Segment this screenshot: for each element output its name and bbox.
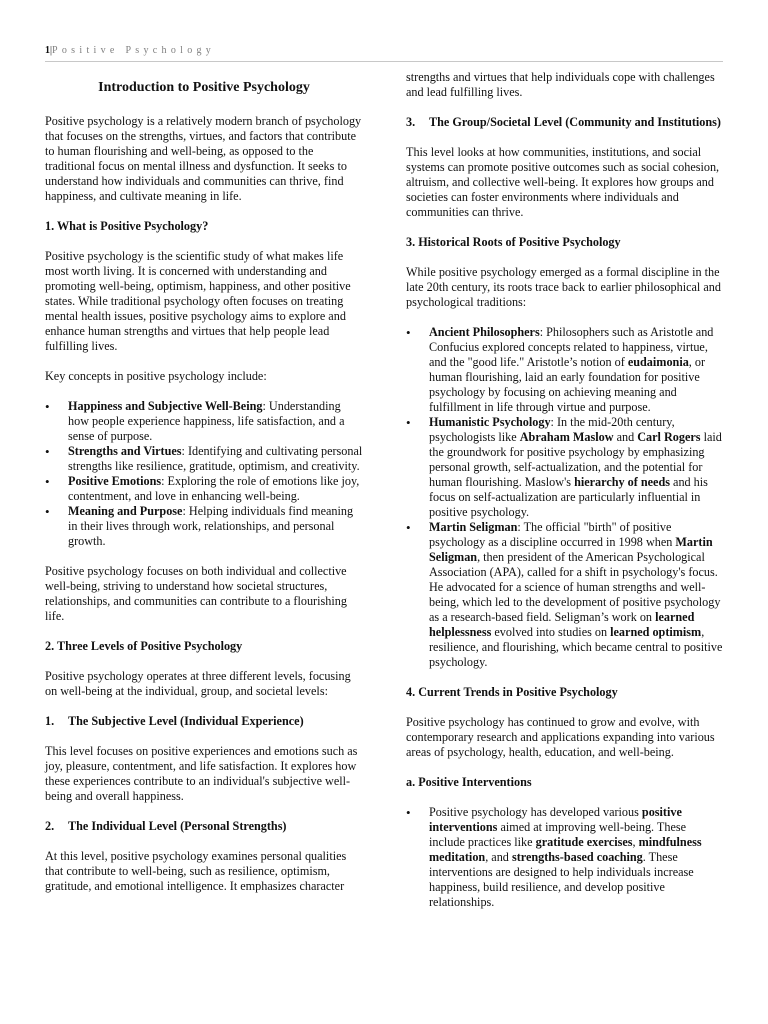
key-concepts-list (45, 399, 363, 549)
continued-paragraph: strengths and virtues that help individuals cope with challenges and lead fulfilling lives. (406, 70, 715, 99)
document-title: Introduction to Positive Psychology (98, 80, 310, 95)
section-heading-current-trends: 4. Current Trends in Positive Psychology (406, 685, 618, 699)
section-heading-historical-roots: 3. Historical Roots of Positive Psychology (406, 235, 621, 249)
intro-paragraph: Positive psychology is a relatively modern branch of psychology that focuses on the strengths, virtues, and factors that contribute to human flourishing and well-being, as opposed to the traditional focus on mental illness and dysfunction. It seeks to understand how individuals and communities can thrive, find happiness, and cultivate meaning in life. (45, 114, 362, 203)
list-item: • Positive psychology has developed various positive interventions aimed at improving well-being. These include practices like gratitude exercises, mindfulness meditation, and strengths-based coaching. These interventions are designed to help individuals increase happiness, build resilience, and develop positive relationships. (406, 805, 724, 910)
level-heading-subjective: 1. The Subjective Level (Individual Experience) (45, 714, 304, 728)
historical-roots-paragraph: While positive psychology emerged as a formal discipline in the late 20th century, its roots trace back to earlier philosophical and psychological traditions: (406, 265, 721, 309)
header-separator: | (50, 45, 53, 56)
running-title: Positive Psychology (52, 45, 216, 56)
subsection-heading-interventions: a. Positive Interventions (406, 775, 532, 789)
page-header (45, 45, 723, 62)
interventions-list (406, 805, 724, 910)
section-heading-what-is: 1. What is Positive Psychology? (45, 219, 209, 233)
list-item: • Happiness and Subjective Well-Being: Understanding how people experience happiness, life satisfaction, and a sense of purpose. (45, 399, 363, 444)
page-number: 1 (45, 45, 50, 56)
collective-wellbeing-paragraph: Positive psychology focuses on both individual and collective well-being, striving to understand how societal structures, relationships, and communities can contribute to a flourishing life. (45, 564, 347, 623)
list-item: • Ancient Philosophers: Philosophers such as Aristotle and Confucius explored concepts related to happiness, virtue, and the "good life." Aristotle’s notion of eudaimonia, or human flourishing, laid an early foundation for positive psychology by focusing on achieving meaning and fulfillment in life through virtue and purpose. (406, 325, 724, 415)
left-column (45, 70, 363, 909)
list-item: • Strengths and Virtues: Identifying and cultivating personal strengths like resilience, gratitude, optimism, and creativity. (45, 444, 363, 474)
individual-level-paragraph: At this level, positive psychology examines personal qualities that contribute to well-being, such as resilience, optimism, gratitude, and emotional intelligence. It emphasizes character (45, 849, 347, 893)
list-item: • Martin Seligman: The official "birth" of positive psychology as a discipline occurred in 1998 when Martin Seligman, then president of the American Psychological Association (APA), called for a shift in psychology's focus. He advocated for a science of human strengths and well-being, which led to the development of positive psychology as a research-based field. Seligman’s work on learned helplessness evolved into studies on learned optimism, resilience, and flourishing, which became central to positive psychology. (406, 520, 724, 670)
group-level-paragraph: This level looks at how communities, institutions, and social systems can promote positive outcomes such as social cohesion, altruism, and collective well-being. It explores how groups and societies can foster environments where individuals and communities can thrive. (406, 145, 720, 219)
list-item: • Positive Emotions: Exploring the role of emotions like joy, contentment, and love in enhancing well-being. (45, 474, 363, 504)
definition-paragraph: Positive psychology is the scientific study of what makes life most worth living. It is concerned with understanding and promoting well-being, optimism, happiness, and other positive states. While traditional psychology often focuses on treating mental health issues, positive psychology aims to explore and enhance human strengths and virtues that help people lead fulfilling lives. (45, 249, 351, 353)
list-item: • Meaning and Purpose: Helping individuals find meaning in their lives through work, relationships, and personal growth. (45, 504, 363, 549)
historical-roots-list (406, 325, 724, 670)
level-heading-group-societal: 3. The Group/Societal Level (Community and Institutions) (406, 115, 721, 129)
key-concepts-intro: Key concepts in positive psychology include: (45, 369, 267, 383)
list-item: • Humanistic Psychology: In the mid-20th century, psychologists like Abraham Maslow and Carl Rogers laid the groundwork for positive psychology by emphasizing personal growth, self-actualization, and the potential for human flourishing. Maslow's hierarchy of needs and his focus on self-actualization are particularly influential in positive psychology. (406, 415, 724, 520)
three-levels-paragraph: Positive psychology operates at three different levels, focusing on well-being at the individual, group, and societal levels: (45, 669, 351, 698)
current-trends-paragraph: Positive psychology has continued to grow and evolve, with contemporary research and applications expanding into various areas of psychology, health, education, and well-being. (406, 715, 715, 759)
level-heading-individual: 2. The Individual Level (Personal Strengths) (45, 819, 287, 833)
section-heading-three-levels: 2. Three Levels of Positive Psychology (45, 639, 243, 653)
subjective-level-paragraph: This level focuses on positive experiences and emotions such as joy, pleasure, contentment, and life satisfaction. It explores how these experiences contribute to an individual's subjective well-being and overall happiness. (45, 744, 358, 803)
right-column (406, 70, 724, 925)
